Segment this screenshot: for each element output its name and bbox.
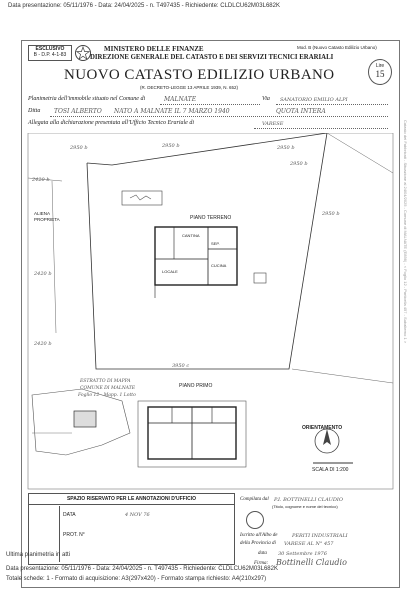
footer-line2: Data presentazione: 05/11/1976 - Data: 24/04/2025 - n. T497435 - Richiedente: CLDLCU62M03L682K (6, 566, 278, 572)
ministry-title: MINISTERO DELLE FINANZE (104, 45, 204, 53)
registry-title: NUOVO CATASTO EDILIZIO URBANO (64, 67, 335, 83)
office-reserved-title: SPAZIO RISERVATO PER LE ANNOTAZIONI D'UFFICIO (29, 494, 234, 505)
iscritto-value: PERITI INDUSTRIALI (292, 533, 348, 539)
lire-seal (368, 59, 392, 85)
lire-value: 15 (375, 69, 385, 79)
via-label: Via (262, 96, 270, 102)
comune-value: MALNATE (164, 96, 197, 103)
data-label: DATA (63, 512, 76, 518)
room-label-3: SEP. (211, 241, 220, 246)
boundary-label-3: 2950 b (277, 145, 295, 151)
data-value: 4 NOV 76 (125, 512, 150, 518)
via-value: SANATORIO EMILIO ALPI (280, 97, 348, 103)
signature: Bottinelli Claudio (276, 558, 347, 567)
piano-primo-label: PIANO PRIMO (179, 383, 213, 389)
date-value: 30 Settembre 1976 (278, 551, 327, 557)
prot-label: PROT. N° (63, 532, 85, 538)
date-label: data (258, 551, 267, 556)
boundary-label-8: 2420 b (34, 341, 52, 347)
room-label-2: LOCALE (162, 269, 178, 274)
boundary-label-9: 3950 c (172, 363, 190, 369)
boundary-label-6: 2420 b (32, 177, 50, 183)
provincia-label: della Provincia di (240, 541, 276, 546)
lire-label: Lire (375, 63, 385, 69)
exclusive-stamp (28, 45, 72, 61)
scale-label: SCALA DI 1:200 (312, 467, 349, 473)
room-label-4: CUCINA (211, 263, 227, 268)
boundary-label-7: 2420 b (34, 271, 52, 277)
compilata-label: Compilata dal (240, 497, 269, 502)
header-strip: Data presentazione: 05/11/1976 - Data: 24/04/2025 - n. T497435 - Richiedente: CLDLCU62M03L682K (8, 3, 280, 9)
stamp-line1: ESCLUSIVO (35, 46, 65, 52)
footer-line3: Totale schede: 1 - Formato di acquisizione: A3(297x420) - Formato stampa richiesto: A4(210x297) (6, 576, 267, 582)
law-reference: (R. DECRETO-LEGGE 13 APRILE 1939, N. 652) (140, 85, 238, 90)
boundary-label-1: 2950 b (70, 145, 88, 151)
ditta-value: TOSI ALBERTO (54, 108, 102, 115)
boundary-label-5: 2950 b (322, 211, 340, 217)
allegato-value: VARESE (262, 121, 284, 127)
compilata-value: P.I. BOTTINELLI CLAUDIO (274, 497, 343, 503)
boundary-label-2: 2950 b (162, 143, 180, 149)
ditta-label: Ditta (28, 108, 41, 114)
estratto-comune: COMUNE DI MALNATE (80, 386, 136, 391)
professional-seal-icon (246, 511, 264, 529)
model-label: Mod. B (Nuovo Catasto Edilizio Urbano) (297, 45, 377, 50)
form-sheet (21, 40, 400, 588)
quota-value: QUOTA INTERA (276, 108, 326, 115)
allegato-label: Allegata alla dichiarazione presentata all'Ufficio Tecnico Erariale di (28, 120, 194, 126)
firma-label: Firma: (254, 561, 269, 566)
piano-terreno-label: PIANO TERRENO (190, 215, 232, 221)
aliena-label: ALIENA PROPRIETA (34, 211, 60, 222)
floor-plan-drawing (22, 133, 399, 493)
provincia-value: VARESE AL N° 457 (284, 541, 334, 547)
footer-ultima: Ultima planimetria in atti (6, 552, 71, 558)
compilata-sub: (Titolo, cognome e nome del tecnico) (272, 504, 338, 509)
iscritto-label: Iscritto all'Albo de (240, 533, 278, 538)
estratto-foglio: Foglio 12 - Mapp. 1 Lotto (78, 393, 136, 398)
room-label-1: CANTINA (182, 233, 200, 238)
nato-value: NATO A MALNATE IL 7 MARZO 1940 (114, 108, 230, 115)
orientation-label: ORIENTAMENTO (302, 425, 343, 431)
estratto-title: ESTRATTO DI MAPPA (80, 379, 131, 384)
boundary-label-4: 2950 b (290, 161, 308, 167)
planimetry-label: Planimetria dell'immobile situato nel Comune di (28, 96, 146, 102)
stamp-line2: B - D.P. 4-1-83 (33, 52, 67, 58)
department-title: DIREZIONE GENERALE DEL CATASTO E DEI SERVIZI TECNICI ERARIALI (90, 54, 334, 61)
side-stamp: Catasto dei Fabbricati - Situazione al 24/04/2025 - Comune di MALNATE (E856) - < Foglio 12 - Particella 457 - Subalterno 1 > (403, 120, 408, 344)
